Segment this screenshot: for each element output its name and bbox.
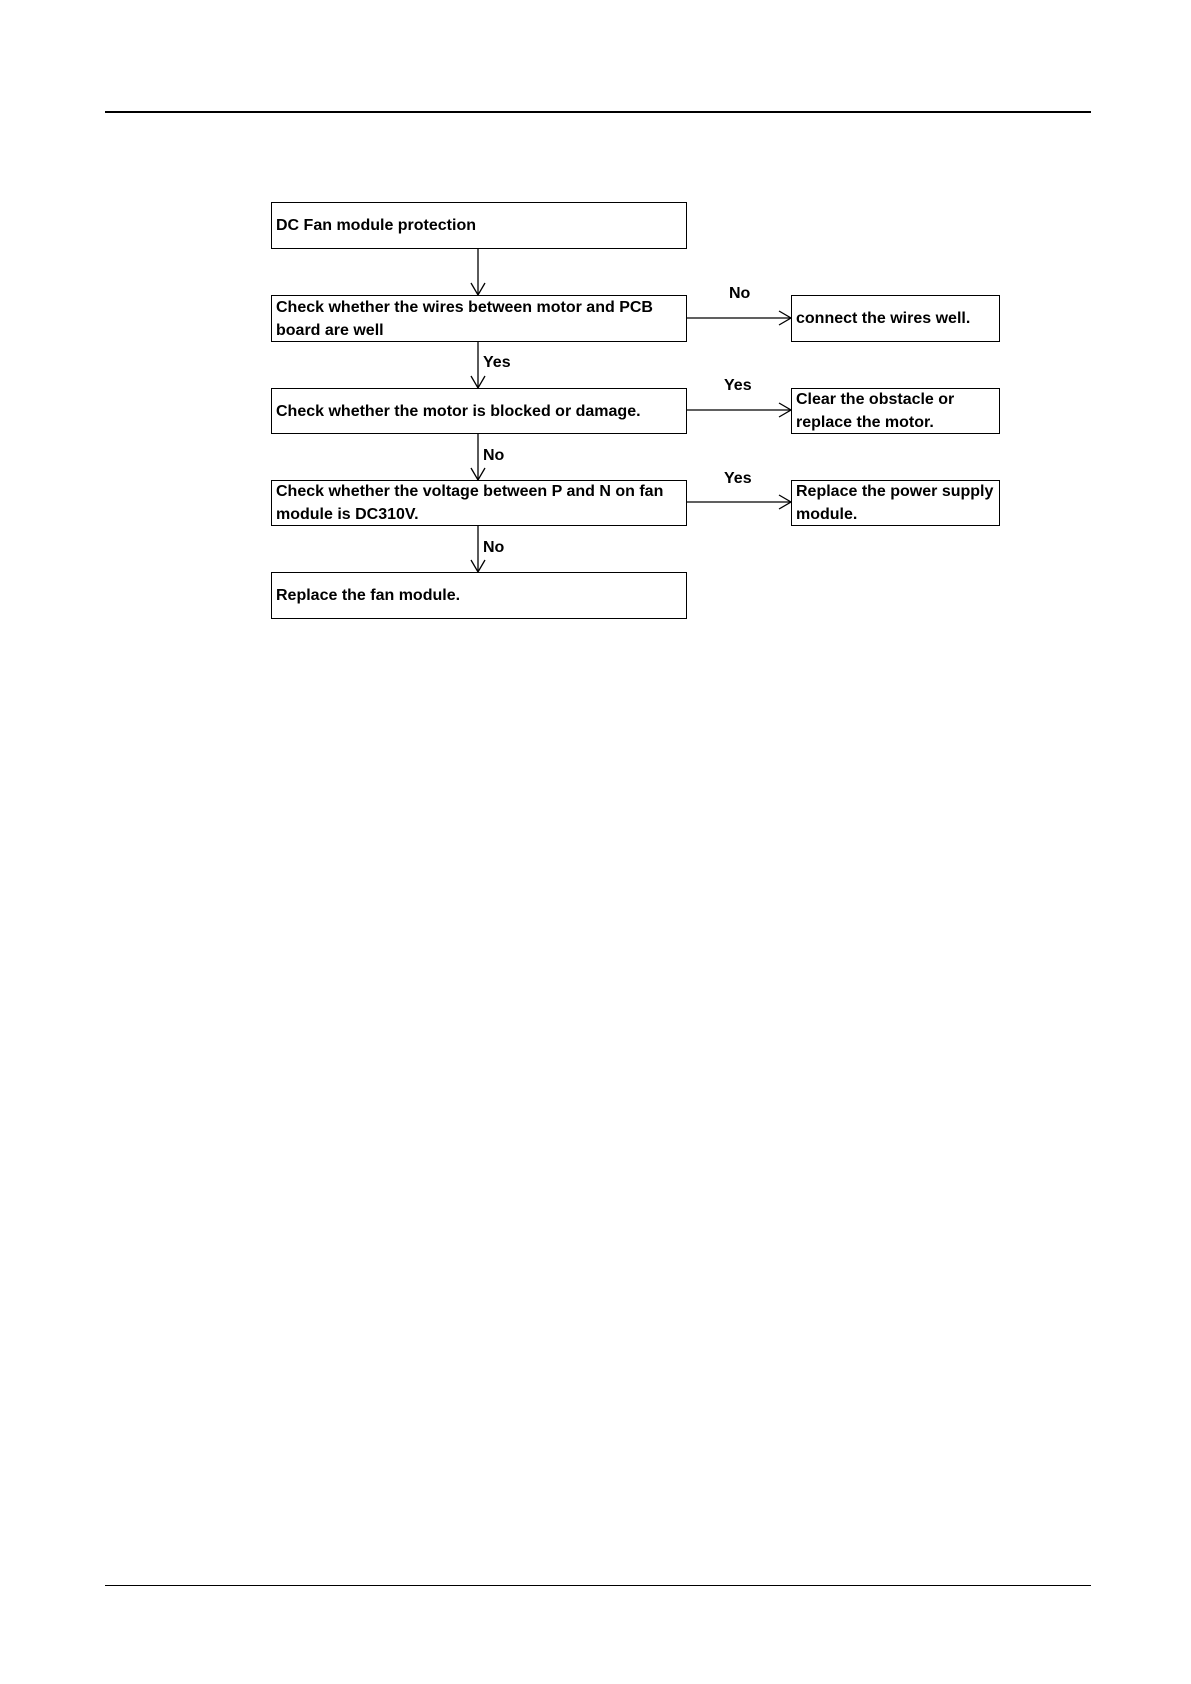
edge-label-voltage-yes: Yes	[724, 470, 752, 487]
node-replace-power-text: Replace the power supply module.	[796, 483, 994, 523]
node-connect-wires-text: connect the wires well.	[796, 310, 971, 327]
footer-rule	[105, 1585, 1091, 1586]
edge-label-wires-no: No	[729, 285, 751, 302]
node-check-motor	[271, 388, 687, 434]
edge-label-motor-yes: Yes	[724, 377, 752, 394]
node-start	[271, 202, 687, 249]
node-replace-fan	[271, 572, 687, 619]
node-replace-power	[791, 480, 1000, 526]
node-replace-fan-text: Replace the fan module.	[276, 587, 461, 604]
node-check-voltage	[271, 480, 687, 526]
edge-label-wires-yes: Yes	[483, 354, 511, 371]
node-connect-wires	[791, 295, 1000, 342]
node-clear-obstacle	[791, 388, 1000, 434]
edge-label-motor-no: No	[483, 447, 505, 464]
node-check-motor-text: Check whether the motor is blocked or damage.	[276, 402, 641, 420]
node-start-text: DC Fan module protection	[276, 217, 476, 234]
node-check-wires-text: Check whether the wires between motor and PCB board are well	[276, 298, 653, 339]
node-clear-obstacle-text: Clear the obstacle or replace the motor.	[796, 391, 955, 431]
node-check-voltage-text: Check whether the voltage between P and N on fan module is DC310V.	[276, 483, 664, 523]
edge-label-voltage-no: No	[483, 539, 505, 556]
node-check-wires	[271, 295, 687, 342]
